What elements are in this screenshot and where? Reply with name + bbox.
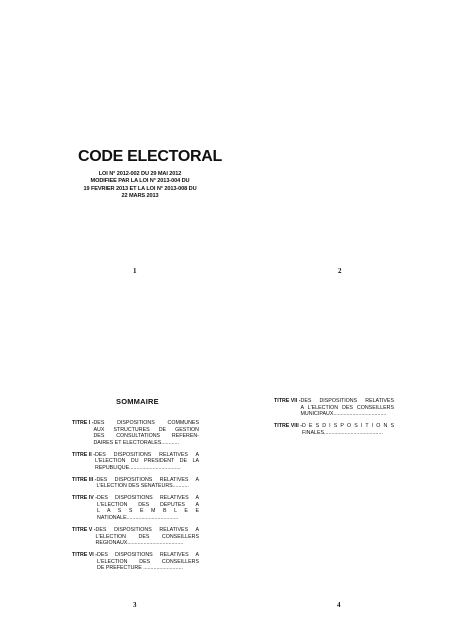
toc-entry-text [96, 527, 199, 547]
toc-entry-text [97, 552, 199, 572]
toc-entry-text [301, 398, 395, 418]
toc-entry-line: DES DISPOSITIONS COMMUNES [93, 420, 199, 426]
toc-entry-line: L'ELECTION DES DEPUTES A [97, 501, 199, 508]
toc-entry-text [97, 495, 199, 521]
toc-entry-text [93, 420, 199, 446]
toc-entry-line: L'ELECTION DES SENATEURS........... [96, 483, 189, 490]
toc-entry-line: D E S D I S P O S I T I O N S [301, 423, 394, 430]
toc-entry-label: TITRE VII - [274, 398, 301, 404]
page-number-2: 2 [338, 267, 342, 275]
toc-entry-line: A L'ELECTION DES CONSEILLERS [300, 404, 394, 411]
page-number-3: 3 [133, 601, 137, 609]
toc-entry-line: DES DISPOSITIONS RELATIVES [300, 398, 394, 404]
toc-entry-line: MUNICIPAUX.................................... [300, 411, 387, 418]
toc-entry [72, 495, 199, 521]
toc-entry-line: DE PREFECTURE ........................... [97, 565, 183, 572]
toc-entry [72, 420, 199, 446]
toc-entry-line: L A S S E M B L E E [97, 508, 199, 515]
toc-entry-line: DES CONSULTATIONS REFEREN- [93, 433, 199, 440]
page-number-4: 4 [337, 601, 341, 609]
toc-entry-label: TITRE VIII - [274, 423, 302, 430]
toc-entry [72, 527, 199, 547]
page-number-1: 1 [133, 267, 137, 275]
toc-entry-label: TITRE V - [72, 526, 96, 533]
law-reference-line: MODIFIEE PAR LA LOI N° 2013-004 DU [90, 178, 190, 185]
toc-entry-label: TITRE I - [72, 420, 94, 426]
table-of-contents-left [72, 420, 199, 577]
toc-entry-line: DES DISPOSITIONS RELATIVES A [97, 551, 199, 558]
document-title: CODE ELECTORAL [78, 148, 222, 165]
toc-entry-line: DAIRES ET ELECTORALES............ [93, 439, 179, 446]
law-reference [70, 171, 210, 201]
toc-entry-line: L'ELECTION DES CONSEILLERS [95, 533, 199, 540]
toc-entry-text [95, 452, 199, 472]
toc-entry-label: TITRE IV - [72, 495, 98, 502]
table-of-contents-right [274, 398, 394, 442]
toc-entry-line: L'ELECTION DU PRESIDENT DE LA [94, 458, 199, 465]
toc-entry-line: REPUBLIQUE................................... [94, 464, 181, 471]
toc-entry-line: DES DISPOSITIONS RELATIVES A [95, 526, 199, 533]
toc-entry-line: L'ELECTION DES CONSEILLERS [97, 558, 199, 565]
toc-entry-line: AUX STRUCTURES DE GESTION [93, 426, 199, 433]
toc-entry-label: TITRE III - [72, 476, 97, 483]
toc-entry-text [302, 423, 394, 436]
toc-entry-line: DES DISPOSITIONS RELATIVES A [96, 476, 199, 483]
toc-entry-line: DES DISPOSITIONS RELATIVES A [97, 495, 199, 502]
toc-entry-line: NATIONALE................................... [97, 515, 179, 522]
toc-entry-line: REGIONAUX...................................... [95, 540, 184, 547]
toc-entry [72, 452, 199, 472]
toc-entry [274, 398, 394, 418]
law-reference-line: LOI N° 2012-002 DU 29 MAI 2012 [98, 171, 182, 177]
toc-entry-text [96, 477, 199, 490]
law-reference-line: 22 MARS 2013 [121, 193, 159, 200]
toc-entry [72, 477, 199, 490]
toc-entry-line: FINALES........................................ [301, 429, 383, 436]
toc-entry-label: TITRE VI - [72, 551, 98, 558]
toc-entry-line: DES DISPOSITIONS RELATIVES A [94, 451, 199, 458]
toc-entry-label: TITRE II - [72, 451, 95, 458]
toc-entry [72, 552, 199, 572]
toc-entry [274, 423, 394, 436]
law-reference-line: 19 FEVRIER 2013 ET LA LOI N° 2013-008 DU [83, 185, 197, 192]
sommaire-heading: SOMMAIRE [116, 397, 159, 406]
